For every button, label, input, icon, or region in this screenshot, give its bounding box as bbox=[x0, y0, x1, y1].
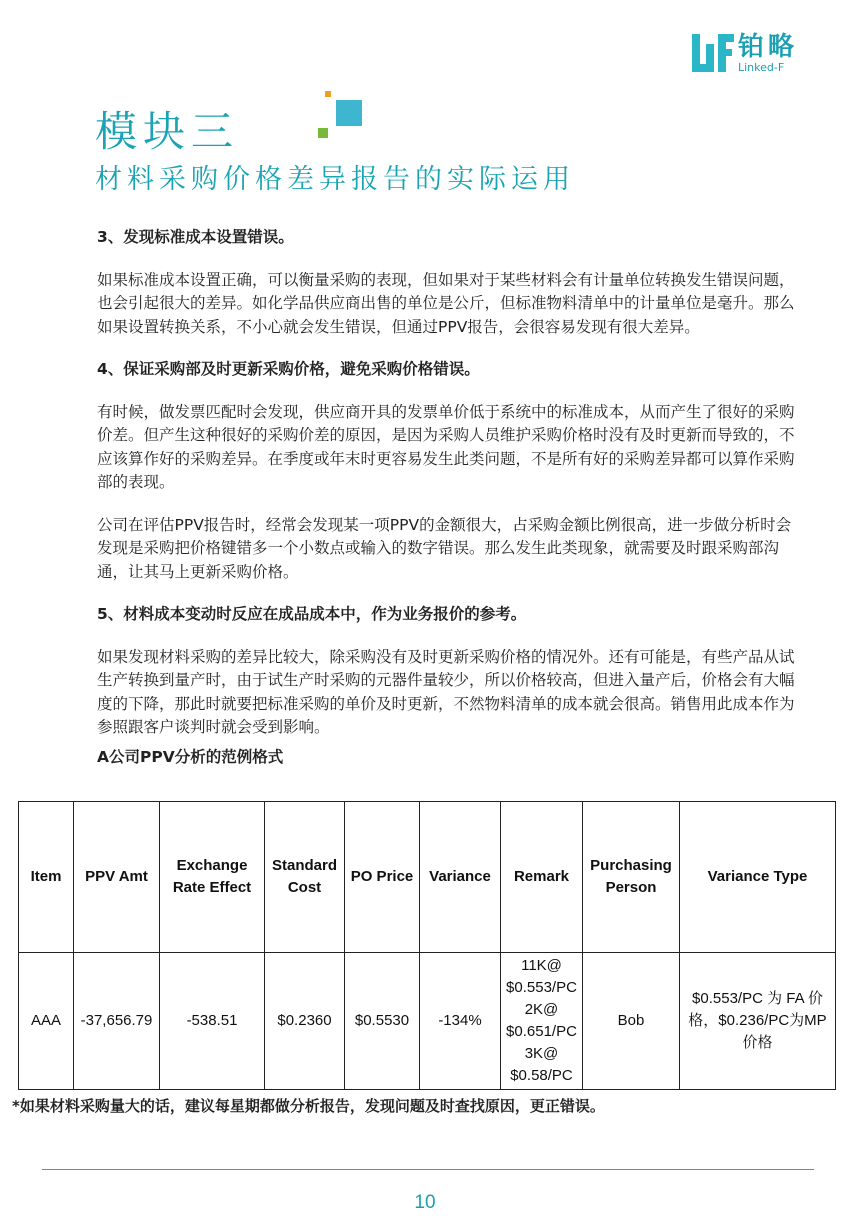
deco-green-square bbox=[318, 128, 328, 138]
section-heading: 5、材料成本变动时反应在成品成本中，作为业务报价的参考。 bbox=[97, 605, 527, 623]
company-logo bbox=[692, 30, 812, 76]
paragraph: 如果发现材料采购的差异比较大，除采购没有及时更新采购价格的情况外。还有可能是，有些产品从试生产转换到量产时，由于试生产时采购的元器件量较少，所以价格较高，但进入量产后，价格会有大幅度的下降，那此时就要把标准采购的单价及时更新，不然物料清单的成本就会很高。销售用此成本作为参照跟客户谈判时就会受到影响。 bbox=[97, 647, 795, 736]
column-header: Standard Cost bbox=[265, 802, 345, 953]
column-header: Item bbox=[19, 802, 74, 953]
paragraph: 有时候，做发票匹配时会发现，供应商开具的发票单价低于系统中的标准成本，从而产生了很好的采购价差。但产生这种很好的采购价差的原因，是因为采购人员维护采购价格时没有及时更新而导致的，不应该算作好的采购差异。在季度或年末时更容易发生此类问题，不是所有好的采购差异都可以算作采购部的表现。 bbox=[97, 402, 795, 491]
logo-chinese-name: 铂略 bbox=[738, 32, 799, 62]
cell-ppv-amt: -37,656.79 bbox=[74, 953, 160, 1090]
section-heading: 3、发现标准成本设置错误。 bbox=[97, 228, 294, 246]
column-header: Remark bbox=[501, 802, 583, 953]
body-content bbox=[97, 226, 797, 759]
cell-po-price: $0.5530 bbox=[345, 953, 420, 1090]
ppv-table bbox=[18, 801, 836, 1090]
module-title: 模块三 bbox=[95, 107, 240, 156]
table-header-row bbox=[19, 802, 836, 953]
paragraph: 如果标准成本设置正确，可以衡量采购的表现，但如果对于某些材料会有计量单位转换发生错误问题，也会引起很大的差异。如化学品供应商出售的单位是公斤，但标准物料清单中的计量单位是毫升。那么如果设置转换关系，不小心就会发生错误，但通过PPV报告，会很容易发现有很大差异。 bbox=[97, 270, 795, 336]
logo-mark-icon bbox=[692, 34, 732, 72]
cell-exchange-rate-effect: -538.51 bbox=[160, 953, 265, 1090]
footer-divider bbox=[42, 1169, 814, 1170]
module-subtitle: 材料采购价格差异报告的实际运用 bbox=[95, 164, 575, 195]
section-heading: 4、保证采购部及时更新采购价格，避免采购价格错误。 bbox=[97, 360, 480, 378]
paragraph: 公司在评估PPV报告时，经常会发现某一项PPV的金额很大，占采购金额比例很高，进一步做分析时会发现是采购把价格键错多一个小数点或输入的数字错误。那么发生此类现象，就需要及时跟采购部沟通，让其马上更新采购价格。 bbox=[97, 515, 792, 581]
column-header: Variance bbox=[420, 802, 501, 953]
page-number: 10 bbox=[414, 1192, 436, 1213]
column-header: Exchange Rate Effect bbox=[160, 802, 265, 953]
column-header: Purchasing Person bbox=[583, 802, 680, 953]
cell-variance-type: $0.553/PC 为 FA 价格，$0.236/PC为MP价格 bbox=[680, 953, 836, 1090]
footnote: *如果材料采购量大的话，建议每星期都做分析报告，发现问题及时查找原因，更正错误。 bbox=[12, 1097, 605, 1115]
cell-variance: -134% bbox=[420, 953, 501, 1090]
logo-english-name: Linked-F bbox=[738, 61, 785, 74]
cell-remark: 11K@ $0.553/PC 2K@ $0.651/PC 3K@ $0.58/PC bbox=[501, 953, 583, 1090]
column-header: PPV Amt bbox=[74, 802, 160, 953]
table-row bbox=[19, 953, 836, 1090]
column-header: Variance Type bbox=[680, 802, 836, 953]
cell-purchasing-person: Bob bbox=[583, 953, 680, 1090]
cell-standard-cost: $0.2360 bbox=[265, 953, 345, 1090]
table-caption: A公司PPV分析的范例格式 bbox=[97, 748, 284, 766]
deco-orange-square bbox=[325, 91, 331, 97]
deco-blue-square bbox=[336, 100, 362, 126]
column-header: PO Price bbox=[345, 802, 420, 953]
cell-item: AAA bbox=[19, 953, 74, 1090]
